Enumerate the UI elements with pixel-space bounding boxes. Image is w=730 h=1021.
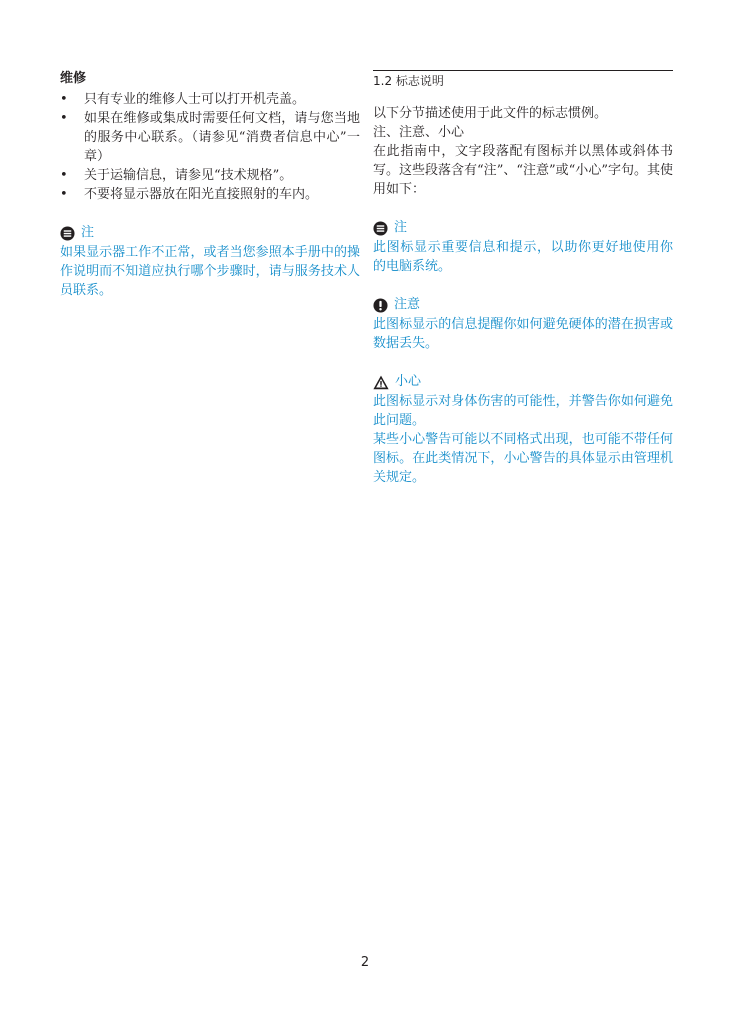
note-block xyxy=(373,219,673,276)
bullet-dot: • xyxy=(60,92,68,107)
caution-text: 此图标显示的信息提醒你如何避免硬体的潜在损害或 数据丢失。 xyxy=(373,317,673,351)
left-column xyxy=(60,70,360,300)
intro-paragraph: 以下分节描述使用于此文件的标志惯例。 注、注意、小心 在此指南中，文字段落配有图标并以黑体或斜体书写。这些段落含有“注”、“注意”或“小心”字句。其使用如下： xyxy=(373,106,673,197)
right-column xyxy=(373,70,673,487)
page-number: 2 xyxy=(360,955,370,970)
note-heading: 注 xyxy=(373,219,673,237)
maintenance-list xyxy=(60,90,360,204)
section-title: 1.2 标志说明 xyxy=(373,70,673,90)
bullet-dot: • xyxy=(60,168,68,183)
list-item: • 只有专业的维修人士可以打开机壳盖。 xyxy=(60,92,306,107)
caution-block xyxy=(373,296,673,353)
note-text: 此图标显示重要信息和提示，以助你更好地使用你 的电脑系统。 xyxy=(373,240,673,274)
maintenance-heading: 维修 xyxy=(60,71,87,86)
warning-triangle-icon xyxy=(373,375,389,390)
bullet-dot: • xyxy=(60,187,68,202)
exclamation-icon xyxy=(373,298,388,313)
note-heading: 注 xyxy=(60,224,360,242)
caution-heading: 注意 xyxy=(373,296,673,314)
note-icon xyxy=(373,221,388,236)
warning-block xyxy=(373,373,673,487)
bullet-dot: • xyxy=(60,111,68,126)
note-text: 如果显示器工作不正常，或者当您参照本手册中的操作说明而不知道应执行哪个步骤时，请与服务技术人员联系。 xyxy=(60,245,360,298)
list-item: • 不要将显示器放在阳光直接照射的车内。 xyxy=(60,187,319,202)
note-icon xyxy=(60,226,75,241)
left-note xyxy=(60,224,360,300)
list-item: • 关于运输信息，请参见“技术规格”。 xyxy=(60,168,293,183)
warning-heading: 小心 xyxy=(373,373,673,391)
warning-text: 此图标显示对身体伤害的可能性，并警告你如何避免 此问题。 xyxy=(373,394,673,428)
list-item: • 如果在维修或集成时需要任何文档，请与您当地的服务中心联系。（请参见“消费者信息中心”一章） xyxy=(60,111,360,164)
warning-text-2: 某些小心警告可能以不同格式出现，也可能不带任何图标。在此类情况下，小心警告的具体显示由管理机关规定。 xyxy=(373,432,673,485)
